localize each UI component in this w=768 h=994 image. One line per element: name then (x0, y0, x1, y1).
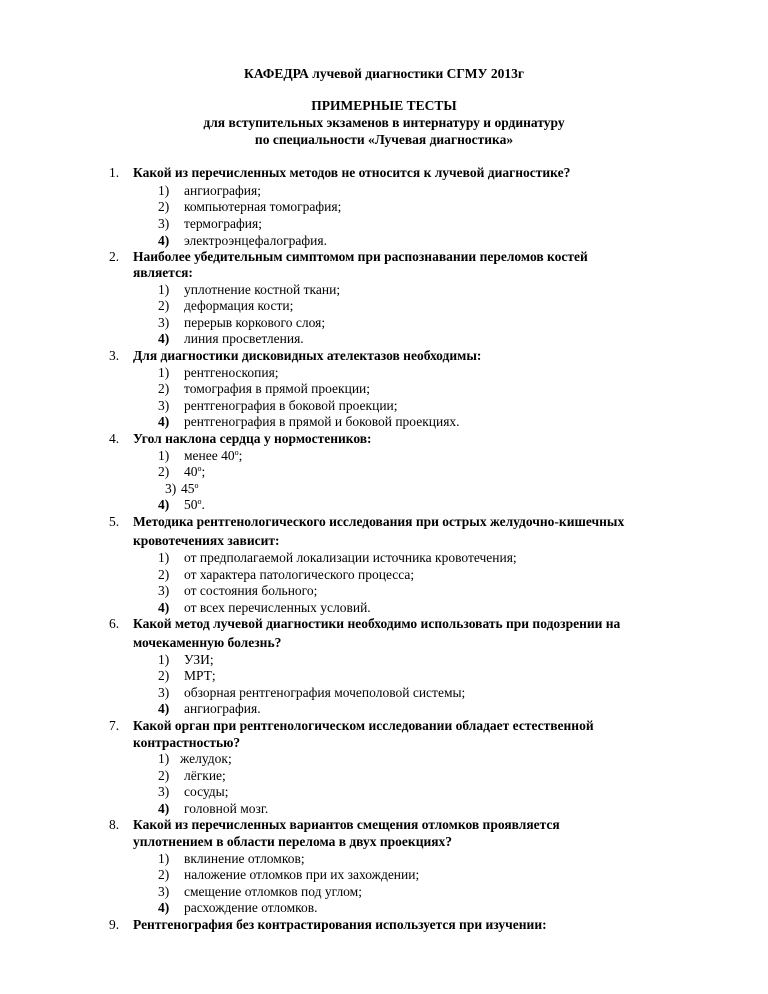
option-label: деформация кости; (184, 298, 294, 313)
page-title: ПРИМЕРНЫЕ ТЕСТЫ (311, 98, 457, 113)
subtitle-line-2: по специальности «Лучевая диагностика» (254, 132, 514, 147)
option-label: головной мозг. (184, 801, 269, 816)
question-text: Наиболее убедительным симптомом при распознавании переломов костей (133, 249, 588, 264)
option-punctuation: ; (201, 464, 206, 479)
option-label: электроэнцефалография. (184, 233, 327, 248)
option-label: перерыв коркового слоя; (184, 315, 326, 330)
question-text: Угол наклона сердца у нормостеников: (133, 431, 372, 446)
option-text (184, 298, 293, 314)
option-label: УЗИ; (184, 652, 214, 667)
option-label: от всех перечисленных условий. (184, 600, 371, 615)
question-text: является: (133, 265, 193, 280)
option-number: 2) (158, 668, 170, 683)
option-text (184, 583, 317, 599)
option-number: 1) (158, 448, 170, 463)
option-label: термография; (184, 216, 262, 231)
option-label: рентгеноскопия; (184, 365, 279, 380)
option-text (184, 497, 205, 513)
option-text (184, 398, 398, 414)
question-number: 8. (109, 817, 120, 832)
option-number: 2) (158, 381, 170, 396)
option-label: лёгкие; (184, 768, 226, 783)
question-number: 9. (109, 917, 120, 932)
question-text: Методика рентгенологического исследования при острых желудочно-кишечных (133, 514, 625, 529)
option-label: от предполагаемой локализации источника кровотечения; (184, 550, 517, 565)
question-text: уплотнением в области перелома в двух проекциях? (133, 834, 453, 849)
option-text (184, 652, 214, 668)
question-text: контрастностью? (133, 735, 241, 750)
option-number: 3) (158, 315, 170, 330)
question-text: кровотечениях зависит: (133, 533, 280, 548)
option-text (184, 701, 261, 717)
option-label: от состояния больного; (184, 583, 318, 598)
question-number: 5. (109, 514, 120, 529)
option-text (184, 685, 465, 701)
option-label: смещение отломков под углом; (184, 884, 362, 899)
option-text (184, 365, 279, 381)
option-label: обзорная рентгенография мочеполовой системы; (184, 685, 466, 700)
question-text: мочекаменную болезнь? (133, 635, 282, 650)
option-label: наложение отломков при их захождении; (184, 867, 420, 882)
option-text (184, 784, 228, 800)
option-text (184, 233, 327, 249)
option-number: 4) (158, 497, 170, 512)
option-label: уплотнение костной ткани; (184, 282, 341, 297)
option-number: 4) (158, 600, 170, 615)
option-number: 2) (158, 298, 170, 313)
degree-superscript: о (197, 497, 202, 506)
option-text (184, 900, 318, 916)
option-label: линия просветления. (184, 331, 304, 346)
option-text (180, 751, 232, 767)
option-number: 1) (158, 282, 170, 297)
option-number: 4) (158, 331, 170, 346)
question-number: 4. (109, 431, 120, 446)
option-number: 2) (158, 464, 170, 479)
question-number: 6. (109, 616, 120, 631)
option-label: томография в прямой проекции; (184, 381, 371, 396)
option-text (184, 867, 419, 883)
option-text (184, 199, 341, 215)
option-label: сосуды; (184, 784, 229, 799)
question-number: 3. (109, 348, 120, 363)
question-text: Какой метод лучевой диагностики необходимо использовать при подозрении на (133, 616, 621, 631)
option-number: 2) (158, 768, 170, 783)
option-label: 40 (184, 464, 198, 479)
option-number: 4) (158, 701, 170, 716)
question-number: 2. (109, 249, 120, 264)
option-text (184, 550, 517, 566)
question-number: 7. (109, 718, 120, 733)
degree-superscript: о (234, 448, 239, 457)
option-text (184, 884, 362, 900)
option-label: желудок; (180, 751, 232, 766)
option-text (184, 448, 242, 464)
option-label: ангиография; (184, 183, 261, 198)
option-number: 4) (158, 801, 170, 816)
option-number: 1) (158, 183, 170, 198)
option-number: 1) (158, 652, 170, 667)
option-text (184, 315, 325, 331)
option-label: ангиография. (184, 701, 261, 716)
option-text (184, 464, 205, 480)
option-text (184, 851, 305, 867)
option-text (184, 381, 370, 397)
option-label: 45 (181, 481, 195, 496)
option-number: 3) (158, 784, 170, 799)
option-text (184, 600, 371, 616)
option-text (184, 216, 262, 232)
option-number: 4) (158, 233, 170, 248)
option-label: менее 40 (184, 448, 235, 463)
option-text (184, 282, 340, 298)
option-text (184, 567, 414, 583)
option-label: компьютерная томография; (184, 199, 342, 214)
option-number: 3) (165, 481, 177, 496)
option-number: 3) (158, 583, 170, 598)
option-label: рентгенография в прямой и боковой проекциях. (184, 414, 460, 429)
option-label: 50 (184, 497, 198, 512)
option-label: от характера патологического процесса; (184, 567, 415, 582)
option-label: рентгенография в боковой проекции; (184, 398, 398, 413)
option-number: 3) (158, 884, 170, 899)
question-text: Для диагностики дисковидных ателектазов необходимы: (133, 348, 482, 363)
option-number: 2) (158, 867, 170, 882)
option-text (181, 481, 199, 497)
option-number: 2) (158, 567, 170, 582)
option-number: 1) (158, 365, 170, 380)
option-number: 1) (158, 851, 170, 866)
department-heading: КАФЕДРА лучевой диагностики СГМУ 2013г (244, 66, 524, 81)
option-label: вклинение отломков; (184, 851, 305, 866)
option-text (184, 414, 460, 430)
question-text: Какой орган при рентгенологическом исследовании обладает естественной (133, 718, 594, 733)
option-text (184, 768, 226, 784)
question-text: Какой из перечисленных вариантов смещения отломков проявляется (133, 817, 560, 832)
degree-superscript: о (194, 481, 199, 490)
option-text (184, 331, 304, 347)
option-number: 1) (158, 550, 170, 565)
option-number: 2) (158, 199, 170, 214)
option-text (184, 801, 268, 817)
question-text: Рентгенография без контрастирования используется при изучении: (133, 917, 547, 932)
question-number: 1. (109, 165, 120, 180)
option-number: 4) (158, 414, 170, 429)
option-number: 3) (158, 216, 170, 231)
option-punctuation: ; (238, 448, 243, 463)
option-number: 1) (158, 751, 170, 766)
subtitle-line-1: для вступительных экзаменов в интернатуру и ординатуру (203, 115, 565, 130)
option-number: 3) (158, 398, 170, 413)
option-number: 4) (158, 900, 170, 915)
option-label: МРТ; (184, 668, 216, 683)
option-label: расхождение отломков. (184, 900, 318, 915)
option-number: 3) (158, 685, 170, 700)
option-punctuation: . (201, 497, 205, 512)
option-text (184, 668, 216, 684)
option-text (184, 183, 261, 199)
degree-superscript: о (197, 464, 202, 473)
question-text: Какой из перечисленных методов не относится к лучевой диагностике? (133, 165, 571, 180)
